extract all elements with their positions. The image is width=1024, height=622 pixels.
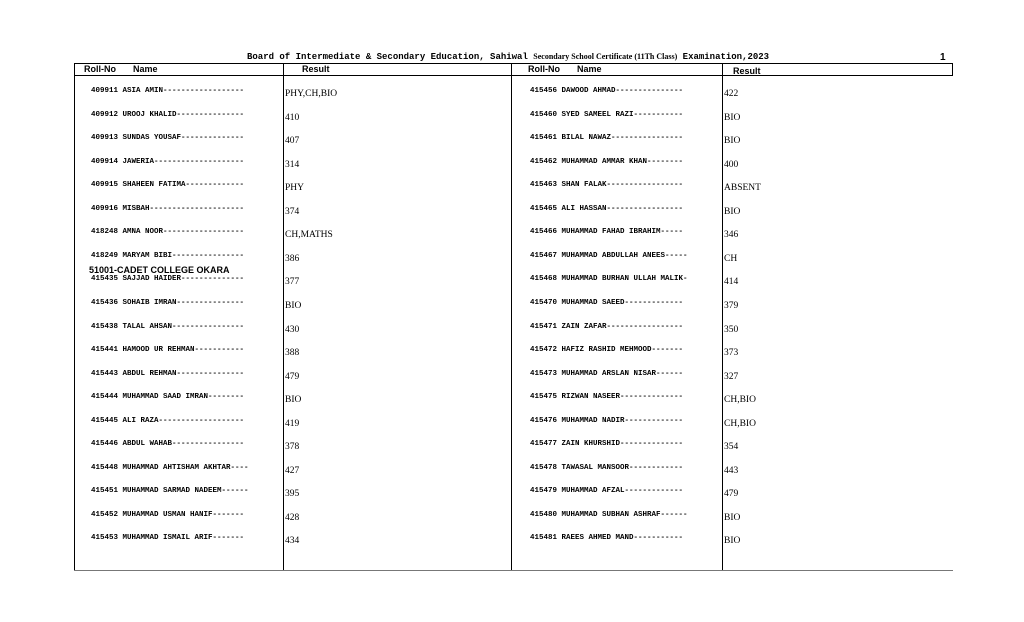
roll-and-name: 409914 JAWERIA-------------------- <box>91 157 245 166</box>
result-value: 378 <box>285 442 300 453</box>
section-title: 51001-CADET COLLEGE OKARA <box>89 265 230 275</box>
result-value: 414 <box>724 277 739 288</box>
roll-and-name: 415468 MUHAMMAD BURHAN ULLAH MALIK- <box>530 275 688 284</box>
roll-and-name: 415448 MUHAMMAD AHTISHAM AKHTAR---- <box>91 463 249 472</box>
result-value: 388 <box>285 348 300 359</box>
result-value: 410 <box>285 112 300 123</box>
roll-and-name: 415472 HAFIZ RASHID MEHMOOD------- <box>530 346 684 355</box>
result-value: 395 <box>285 489 300 500</box>
roll-and-name: 418249 MARYAM BIBI---------------- <box>91 251 245 260</box>
result-value: 379 <box>724 300 739 311</box>
roll-and-name: 415477 ZAIN KHURSHID-------------- <box>530 440 684 449</box>
result-value: BIO <box>724 112 741 123</box>
column-divider <box>511 63 512 571</box>
roll-and-name: 415466 MUHAMMAD FAHAD IBRAHIM----- <box>530 228 684 237</box>
result-value: 386 <box>285 253 300 264</box>
roll-and-name: 415453 MUHAMMAD ISMAIL ARIF------- <box>91 534 245 543</box>
roll-and-name: 415471 ZAIN ZAFAR----------------- <box>530 322 684 331</box>
roll-and-name: 415443 ABDUL REHMAN--------------- <box>91 369 245 378</box>
right-rollno-header: Roll-No <box>528 64 560 74</box>
result-value: CH <box>724 253 738 264</box>
roll-and-name: 415436 SOHAIB IMRAN--------------- <box>91 298 245 307</box>
left-result-header: Result <box>302 64 330 74</box>
roll-and-name: 415470 MUHAMMAD SAEED------------- <box>530 298 684 307</box>
left-name-header: Name <box>133 64 158 74</box>
roll-and-name: 409911 ASIA AMIN------------------ <box>91 87 245 95</box>
result-value: CH,BIO <box>724 418 756 429</box>
result-value: BIO <box>724 536 741 547</box>
column-divider <box>722 63 723 571</box>
roll-and-name: 415479 MUHAMMAD AFZAL------------- <box>530 487 684 496</box>
result-value: BIO <box>285 300 302 311</box>
title-part-serif: Secondary School Certificate (11Th Class) <box>533 52 678 61</box>
header-box <box>74 63 953 76</box>
roll-and-name: 415460 SYED SAMEEL RAZI----------- <box>530 110 684 119</box>
roll-and-name: 418248 AMNA NOOR------------------ <box>91 228 245 237</box>
result-value: 443 <box>724 465 739 476</box>
right-result-header: Result <box>733 66 761 76</box>
result-value: PHY,CH,BIO <box>285 89 338 99</box>
result-value: CH,BIO <box>724 395 756 406</box>
roll-and-name: 415445 ALI RAZA------------------- <box>91 416 245 425</box>
result-value: 430 <box>285 324 300 335</box>
result-value: 377 <box>285 277 300 288</box>
document-title <box>247 52 769 62</box>
column-divider <box>283 63 284 571</box>
page-number: 1 <box>940 52 946 63</box>
result-value: 434 <box>285 536 300 547</box>
result-value: 407 <box>285 136 300 147</box>
result-value: BIO <box>724 512 741 523</box>
roll-and-name: 415451 MUHAMMAD SARMAD NADEEM------ <box>91 487 249 496</box>
result-value: 427 <box>285 465 300 476</box>
result-value: BIO <box>724 206 741 217</box>
roll-and-name: 415463 SHAN FALAK----------------- <box>530 181 684 190</box>
result-value: 350 <box>724 324 739 335</box>
roll-and-name: 409916 MISBAH--------------------- <box>91 204 245 213</box>
result-value: 479 <box>285 371 300 382</box>
result-value: 400 <box>724 159 739 170</box>
result-value: CH,MATHS <box>285 230 333 241</box>
bottom-rule <box>74 570 953 571</box>
result-value: 354 <box>724 442 739 453</box>
roll-and-name: 415452 MUHAMMAD USMAN HANIF------- <box>91 510 245 519</box>
result-value: ABSENT <box>724 183 761 194</box>
result-value: 428 <box>285 512 300 523</box>
roll-and-name: 409915 SHAHEEN FATIMA------------- <box>91 181 245 190</box>
roll-and-name: 415456 DAWOOD AHMAD--------------- <box>530 87 684 95</box>
result-value: 479 <box>724 489 739 500</box>
roll-and-name: 409913 SUNDAS YOUSAF-------------- <box>91 134 245 143</box>
result-value: 346 <box>724 230 739 241</box>
title-part-a: Board of Intermediate & Secondary Education, Sahiwal <box>247 52 528 62</box>
result-value: BIO <box>285 395 302 406</box>
left-rollno-header: Roll-No <box>84 64 116 74</box>
roll-and-name: 415481 RAEES AHMED MAND----------- <box>530 534 684 543</box>
roll-and-name: 415438 TALAL AHSAN---------------- <box>91 322 245 331</box>
roll-and-name: 415462 MUHAMMAD AMMAR KHAN-------- <box>530 157 684 166</box>
roll-and-name: 415473 MUHAMMAD ARSLAN NISAR------ <box>530 369 684 378</box>
result-value: 374 <box>285 206 300 217</box>
roll-and-name: 415480 MUHAMMAD SUBHAN ASHRAF------ <box>530 510 688 519</box>
roll-and-name: 415444 MUHAMMAD SAAD IMRAN-------- <box>91 393 245 402</box>
roll-and-name: 409912 UROOJ KHALID--------------- <box>91 110 245 119</box>
result-value: 419 <box>285 418 300 429</box>
roll-and-name: 415467 MUHAMMAD ABDULLAH ANEES----- <box>530 251 688 260</box>
roll-and-name: 415478 TAWASAL MANSOOR------------ <box>530 463 684 472</box>
roll-and-name: 415476 MUHAMMAD NADIR------------- <box>530 416 684 425</box>
column-divider <box>74 63 75 571</box>
result-value: 373 <box>724 348 739 359</box>
result-value: 327 <box>724 371 739 382</box>
roll-and-name: 415461 BILAL NAWAZ---------------- <box>530 134 684 143</box>
right-name-header: Name <box>577 64 602 74</box>
roll-and-name: 415465 ALI HASSAN----------------- <box>530 204 684 213</box>
result-value: BIO <box>724 136 741 147</box>
result-value: PHY <box>285 183 305 194</box>
roll-and-name: 415446 ABDUL WAHAB---------------- <box>91 440 245 449</box>
result-value: 422 <box>724 89 739 99</box>
roll-and-name: 415475 RIZWAN NASEER-------------- <box>530 393 684 402</box>
result-value: 314 <box>285 159 300 170</box>
title-part-b: Examination,2023 <box>682 52 770 62</box>
roll-and-name: 415441 HAMOOD UR REHMAN----------- <box>91 346 245 355</box>
roll-and-name: 415435 SAJJAD HAIDER-------------- <box>91 275 245 284</box>
